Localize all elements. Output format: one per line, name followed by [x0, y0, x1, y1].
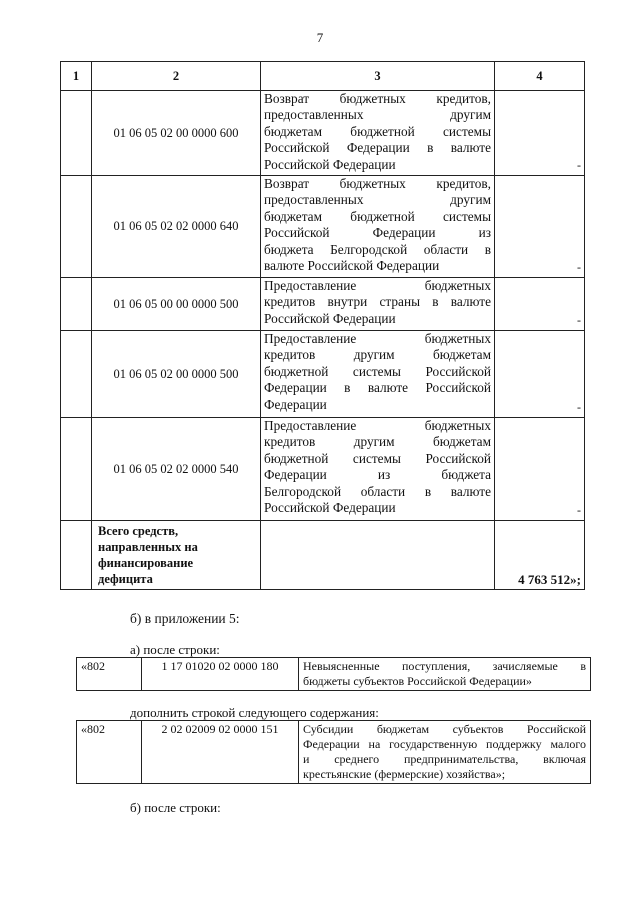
admin-code-cell: «802 [77, 658, 142, 691]
description-line: Возврат бюджетных кредитов, [264, 176, 491, 191]
description-line: Федерации из бюджета [264, 467, 491, 483]
budget-code-cell: 01 06 05 00 00 0000 500 [92, 278, 261, 331]
description-cell [261, 331, 495, 418]
amount-cell: - [495, 176, 585, 278]
income-code-cell: 1 17 01020 02 0000 180 [142, 658, 299, 691]
added-row-table [76, 720, 591, 784]
row-index-cell [61, 331, 92, 418]
description-line: Предоставление бюджетных [264, 418, 491, 433]
budget-code-cell: 01 06 05 02 02 0000 540 [92, 418, 261, 521]
amount-cell: - [495, 418, 585, 521]
description-line: Предоставление бюджетных [264, 331, 491, 346]
description-line: Белгородской области в валюте [264, 483, 491, 499]
add-row-heading: дополнить строкой следующего содержания: [130, 705, 379, 720]
after-row-table [76, 657, 591, 691]
after-row-heading: а) после строки: [130, 642, 220, 657]
description-line: Российской Федерации [264, 310, 396, 326]
row-index-cell [61, 176, 92, 278]
total-label-cell [92, 521, 261, 590]
amount-cell: - [495, 331, 585, 418]
description-line: бюджеты субъектов Российской Федерации» [303, 674, 532, 688]
table-row [61, 418, 585, 521]
description-line: кредитов другим бюджетам [264, 347, 491, 363]
description-line: предоставленных другим [264, 192, 491, 208]
column-header: 2 [92, 62, 261, 91]
table-row [61, 91, 585, 176]
description-line: Российской Федерации [264, 156, 396, 172]
description-cell [261, 278, 495, 331]
total-label-line: дефицита [98, 572, 153, 586]
table-row [77, 721, 591, 784]
description-line: валюте Российской Федерации [264, 258, 440, 274]
description-line: Субсидии бюджетам субъектов Российской [303, 722, 586, 736]
appendix-5-heading: б) в приложении 5: [130, 611, 240, 626]
row-index-cell [61, 418, 92, 521]
description-line: бюджетной системы Российской [264, 363, 491, 379]
description-line: Российской Федерации в валюте [264, 140, 491, 156]
income-description-cell [299, 658, 591, 691]
row-index-cell [61, 278, 92, 331]
row-index-cell [61, 521, 92, 590]
amount-cell: - [495, 91, 585, 176]
description-line: Возврат бюджетных кредитов, [264, 91, 491, 106]
admin-code-cell: «802 [77, 721, 142, 784]
income-description-cell [299, 721, 591, 784]
page-number: 7 [316, 30, 324, 45]
total-label-line: Всего средств, [98, 524, 179, 538]
description-cell [261, 418, 495, 521]
table-row [61, 331, 585, 418]
description-line: крестьянские (фермерские) хозяйства»; [303, 767, 506, 781]
income-code-cell: 2 02 02009 02 0000 151 [142, 721, 299, 784]
description-line: Федерации в валюте Российской [264, 380, 491, 396]
total-label-line: направленных на [98, 540, 198, 554]
description-line: кредитов другим бюджетам [264, 434, 491, 450]
description-cell [261, 91, 495, 176]
sources-of-deficit-table [60, 61, 585, 590]
description-line: бюджета Белгородской области в [264, 241, 491, 257]
column-header: 3 [261, 62, 495, 91]
row-index-cell [61, 91, 92, 176]
description-line: Предоставление бюджетных [264, 278, 491, 293]
table-header-row [61, 62, 585, 91]
column-header: 1 [61, 62, 92, 91]
amount-cell: - [495, 278, 585, 331]
budget-code-cell: 01 06 05 02 00 0000 500 [92, 331, 261, 418]
column-header: 4 [495, 62, 585, 91]
description-line: бюджетам бюджетной системы [264, 123, 491, 139]
table-row [77, 658, 591, 691]
description-line: и среднего предпринимательства, включая [303, 752, 586, 766]
description-line: Российской Федерации из [264, 225, 491, 241]
description-line: предоставленных другим [264, 107, 491, 123]
description-cell [261, 521, 495, 590]
description-line: кредитов внутри страны в валюте [264, 294, 491, 310]
description-line: бюджетной системы Российской [264, 450, 491, 466]
budget-code-cell: 01 06 05 02 02 0000 640 [92, 176, 261, 278]
table-row [61, 278, 585, 331]
after-row-heading-b: б) после строки: [130, 800, 221, 815]
total-row [61, 521, 585, 590]
description-line: Российской Федерации [264, 500, 396, 516]
table-row [61, 176, 585, 278]
total-label-line: финансирование [98, 556, 194, 570]
total-amount-cell: 4 763 512»; [495, 521, 585, 590]
description-cell [261, 176, 495, 278]
budget-code-cell: 01 06 05 02 00 0000 600 [92, 91, 261, 176]
description-line: Федерации [264, 396, 327, 412]
description-line: Невыясненные поступления, зачисляемые в [303, 659, 586, 673]
description-line: Федерации на государственную поддержку малого [303, 737, 586, 751]
description-line: бюджетам бюджетной системы [264, 208, 491, 224]
